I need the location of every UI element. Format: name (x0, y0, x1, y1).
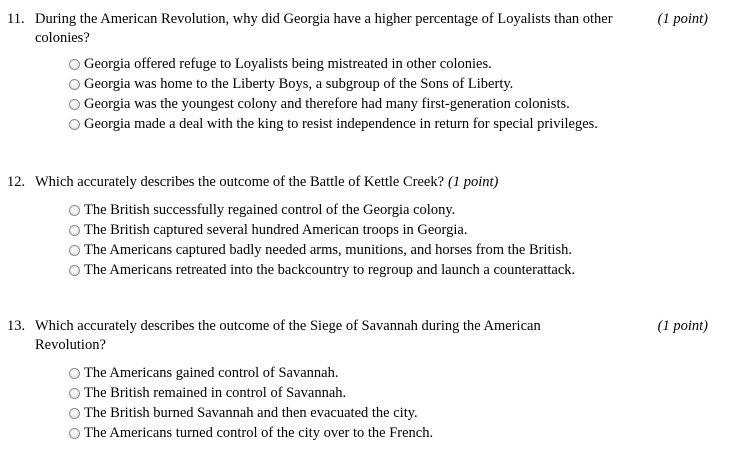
option-label: The Americans turned control of the city over to the French. (84, 425, 434, 441)
question-text: During the American Revolution, why did Georgia have a higher percentage of Loyalists than other colonies? (35, 11, 613, 46)
answer-option[interactable] (69, 423, 433, 443)
question-number: 11. (7, 11, 25, 27)
answer-option[interactable] (69, 240, 575, 260)
answer-option[interactable] (69, 220, 575, 240)
option-label: The British burned Savannah and then evacuated the city. (84, 405, 418, 421)
answer-option[interactable] (69, 200, 575, 220)
answer-option[interactable] (69, 94, 598, 114)
radio-button[interactable] (69, 119, 80, 130)
option-label: Georgia made a deal with the king to resist independence in return for special privileges. (84, 116, 598, 132)
radio-button[interactable] (69, 225, 80, 236)
option-label: The British captured several hundred American troops in Georgia. (84, 222, 468, 238)
question-text: Which accurately describes the outcome of the Siege of Savannah during the American Revolution? (35, 318, 541, 353)
answer-option[interactable] (69, 403, 433, 423)
radio-button[interactable] (69, 79, 80, 90)
option-label: The Americans captured badly needed arms, munitions, and horses from the British. (84, 242, 573, 258)
option-label: The British successfully regained control of the Georgia colony. (84, 202, 456, 218)
answer-options (69, 200, 575, 280)
radio-button[interactable] (69, 99, 80, 110)
radio-button[interactable] (69, 408, 80, 419)
question-points: (1 point) (657, 318, 708, 334)
radio-button[interactable] (69, 368, 80, 379)
option-label: The Americans gained control of Savannah. (84, 365, 339, 381)
answer-option[interactable] (69, 383, 433, 403)
radio-button[interactable] (69, 388, 80, 399)
radio-button[interactable] (69, 428, 80, 439)
radio-button[interactable] (69, 205, 80, 216)
answer-options (69, 363, 433, 443)
option-label: The Americans retreated into the backcountry to regroup and launch a counterattack. (84, 262, 576, 278)
option-label: Georgia was home to the Liberty Boys, a subgroup of the Sons of Liberty. (84, 76, 514, 92)
radio-button[interactable] (69, 59, 80, 70)
radio-button[interactable] (69, 245, 80, 256)
answer-option[interactable] (69, 363, 433, 383)
question-points: (1 point) (657, 11, 708, 27)
answer-option[interactable] (69, 260, 575, 280)
answer-option[interactable] (69, 114, 598, 134)
radio-button[interactable] (69, 265, 80, 276)
question-text: Which accurately describes the outcome of the Battle of Kettle Creek? (35, 174, 445, 190)
option-label: The British remained in control of Savannah. (84, 385, 347, 401)
answer-option[interactable] (69, 54, 598, 74)
option-label: Georgia offered refuge to Loyalists being mistreated in other colonies. (84, 56, 492, 72)
question-text-line (35, 173, 645, 192)
answer-option[interactable] (69, 74, 598, 94)
question-points: (1 point) (448, 174, 499, 190)
question-number: 13. (7, 318, 26, 334)
answer-options (69, 54, 598, 134)
option-label: Georgia was the youngest colony and therefore had many first-generation colonists. (84, 96, 570, 112)
question-number: 12. (7, 174, 26, 190)
